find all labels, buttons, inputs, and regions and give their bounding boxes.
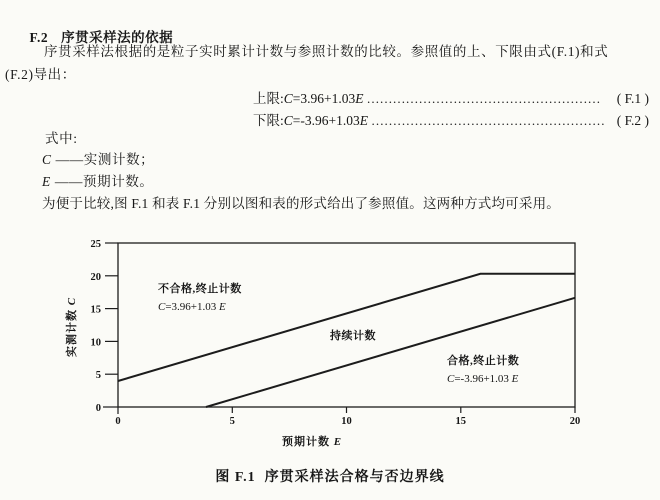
- formula-upper-expression: 上限:C=3.96+1.03E: [253, 91, 364, 106]
- y-axis-ticks: [103, 243, 118, 407]
- definition-c: C ——实测计数；: [42, 152, 155, 167]
- definition-e: E ——预期计数。: [42, 174, 154, 189]
- paragraph-1-line-1: 序贯采样法根据的是粒子实时累计计数与参照计数的比较。参照值的上、下限由式(F.1)和式: [44, 44, 609, 59]
- section-title: 序贯采样法的依据: [61, 30, 174, 45]
- region-fail-equation: C=3.96+1.03 E: [158, 301, 226, 313]
- x-tick-0: 0: [115, 416, 121, 427]
- y-tick-0: 0: [95, 403, 101, 414]
- region-pass-label: 合格,终止计数: [447, 355, 520, 367]
- paragraph-2: 为便于比较,图 F.1 和表 F.1 分别以图和表的形式给出了参照值。这两种方式均可采用。: [42, 196, 560, 211]
- x-tick-20: 20: [569, 416, 581, 427]
- x-tick-15: 15: [455, 416, 467, 427]
- formula-block: [253, 87, 649, 131]
- y-tick-5: 5: [95, 370, 101, 382]
- y-tick-25: 25: [90, 239, 101, 250]
- paragraph-1-line-2: (F.2)导出：: [5, 67, 76, 82]
- x-tick-labels: [115, 416, 580, 427]
- formula-lower-limit: [253, 109, 649, 131]
- region-fail-label: 不合格,终止计数: [158, 283, 242, 295]
- x-tick-5: 5: [229, 416, 235, 427]
- lower-boundary-line: [206, 298, 575, 407]
- y-tick-labels: [91, 239, 102, 414]
- figure-f1-chart: [0, 232, 660, 460]
- formula-ref-f1: ( F.1 ): [616, 91, 649, 106]
- figure-caption: 图 F.1 序贯采样法合格与否边界线: [215, 470, 445, 485]
- x-axis-ticks: [118, 407, 575, 414]
- x-tick-10: 10: [341, 416, 352, 427]
- y-tick-15: 15: [90, 304, 101, 316]
- formula-lower-expression: 下限:C=-3.96+1.03E: [253, 113, 369, 128]
- formula-upper-limit: [253, 87, 649, 109]
- dot-leader: ………………………………………………: [366, 91, 601, 106]
- y-axis-title: 实测计数 C: [66, 296, 78, 358]
- dot-leader: ………………………………………………: [371, 113, 606, 128]
- section-number: F.2: [29, 30, 49, 45]
- region-continue-label: 持续计数: [330, 330, 376, 342]
- formula-ref-f2: ( F.2 ): [616, 113, 649, 128]
- x-axis-title: 预期计数 E: [281, 436, 343, 448]
- y-tick-20: 20: [90, 271, 101, 283]
- y-tick-10: 10: [90, 337, 101, 349]
- where-label: 式中:: [45, 131, 78, 146]
- region-pass-equation: C=-3.96+1.03 E: [447, 373, 519, 385]
